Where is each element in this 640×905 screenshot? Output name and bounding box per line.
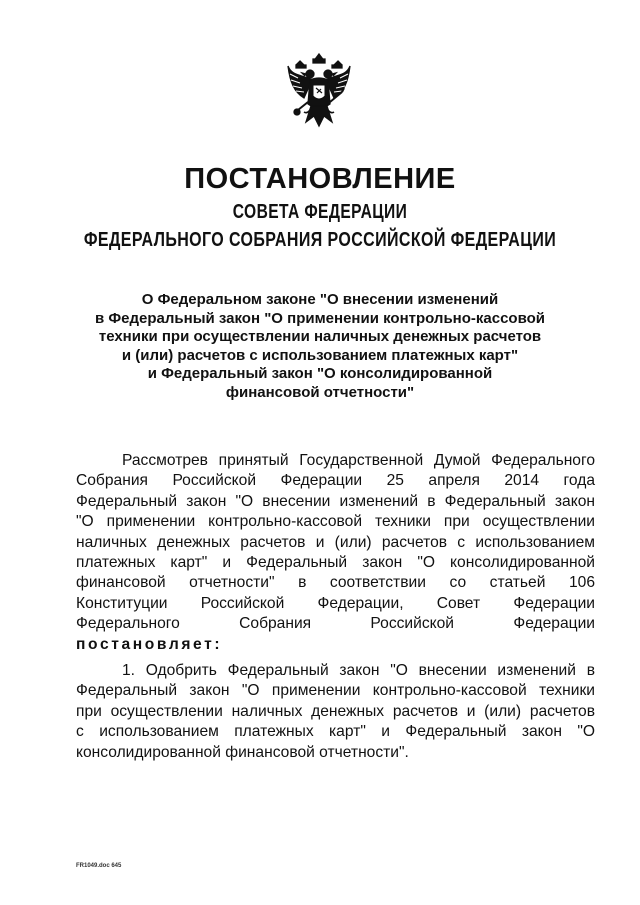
text-line: Рассмотрев принятый Государственной Думой Федерального <box>122 452 595 469</box>
title-line: и Федеральный закон "О консолидированной <box>147 365 493 382</box>
text-line: финансовой отчетности" в соответствии со статьей 106 <box>76 574 595 592</box>
preamble-paragraph <box>76 451 595 655</box>
coat-of-arms-icon <box>286 52 352 130</box>
title-line: техники при осуществлении наличных денежных расчетов <box>98 328 542 345</box>
text-line: Собрания Российской Федерации 25 апреля 2014 года <box>76 472 595 490</box>
title-line: и (или) расчетов с использованием платежных карт" <box>121 346 519 364</box>
resolves-word: постановляет: <box>76 635 223 653</box>
text-line: с использованием платежных карт" и Федеральный закон "О <box>76 723 595 741</box>
text-line: "О применении контрольно-кассовой техники при осуществлении <box>76 513 595 531</box>
document-type: ПОСТАНОВЛЕНИЕ <box>184 163 456 195</box>
text-line: 1. Одобрить Федеральный закон "О внесении изменений в <box>122 662 595 679</box>
title-line: О Федеральном законе "О внесении изменений <box>141 291 499 308</box>
text-line: Конституции Российской Федерации, Совет Федерации <box>76 594 595 612</box>
file-code: FR1049.doc 645 <box>76 863 122 869</box>
text-line: Федеральный закон "О внесении изменений в Федеральный закон <box>76 492 595 510</box>
text-line: наличных денежных расчетов и (или) расчетов с использованием <box>76 533 595 551</box>
text-line: платежных карт" и Федеральный закон "О консолидированной <box>76 554 595 572</box>
issuer-line-2: ФЕДЕРАЛЬНОГО СОБРАНИЯ РОССИЙСКОЙ ФЕДЕРАЦИИ <box>83 229 557 251</box>
item-1-paragraph <box>76 661 595 763</box>
text-line: при осуществлении наличных денежных расчетов и (или) расчетов <box>76 702 595 720</box>
title-line: в Федеральный закон "О применении контрольно-кассовой <box>94 309 545 327</box>
text-line: Федерального Собрания Российской Федерации <box>76 615 595 633</box>
title-line: финансовой отчетности" <box>225 383 415 401</box>
resolution-title <box>70 291 570 402</box>
issuer-line-1: СОВЕТА ФЕДЕРАЦИИ <box>232 201 408 223</box>
text-line: консолидированной финансовой отчетности". <box>76 743 409 761</box>
text-line: Федеральный закон "О применении контрольно-кассовой техники <box>76 682 595 700</box>
